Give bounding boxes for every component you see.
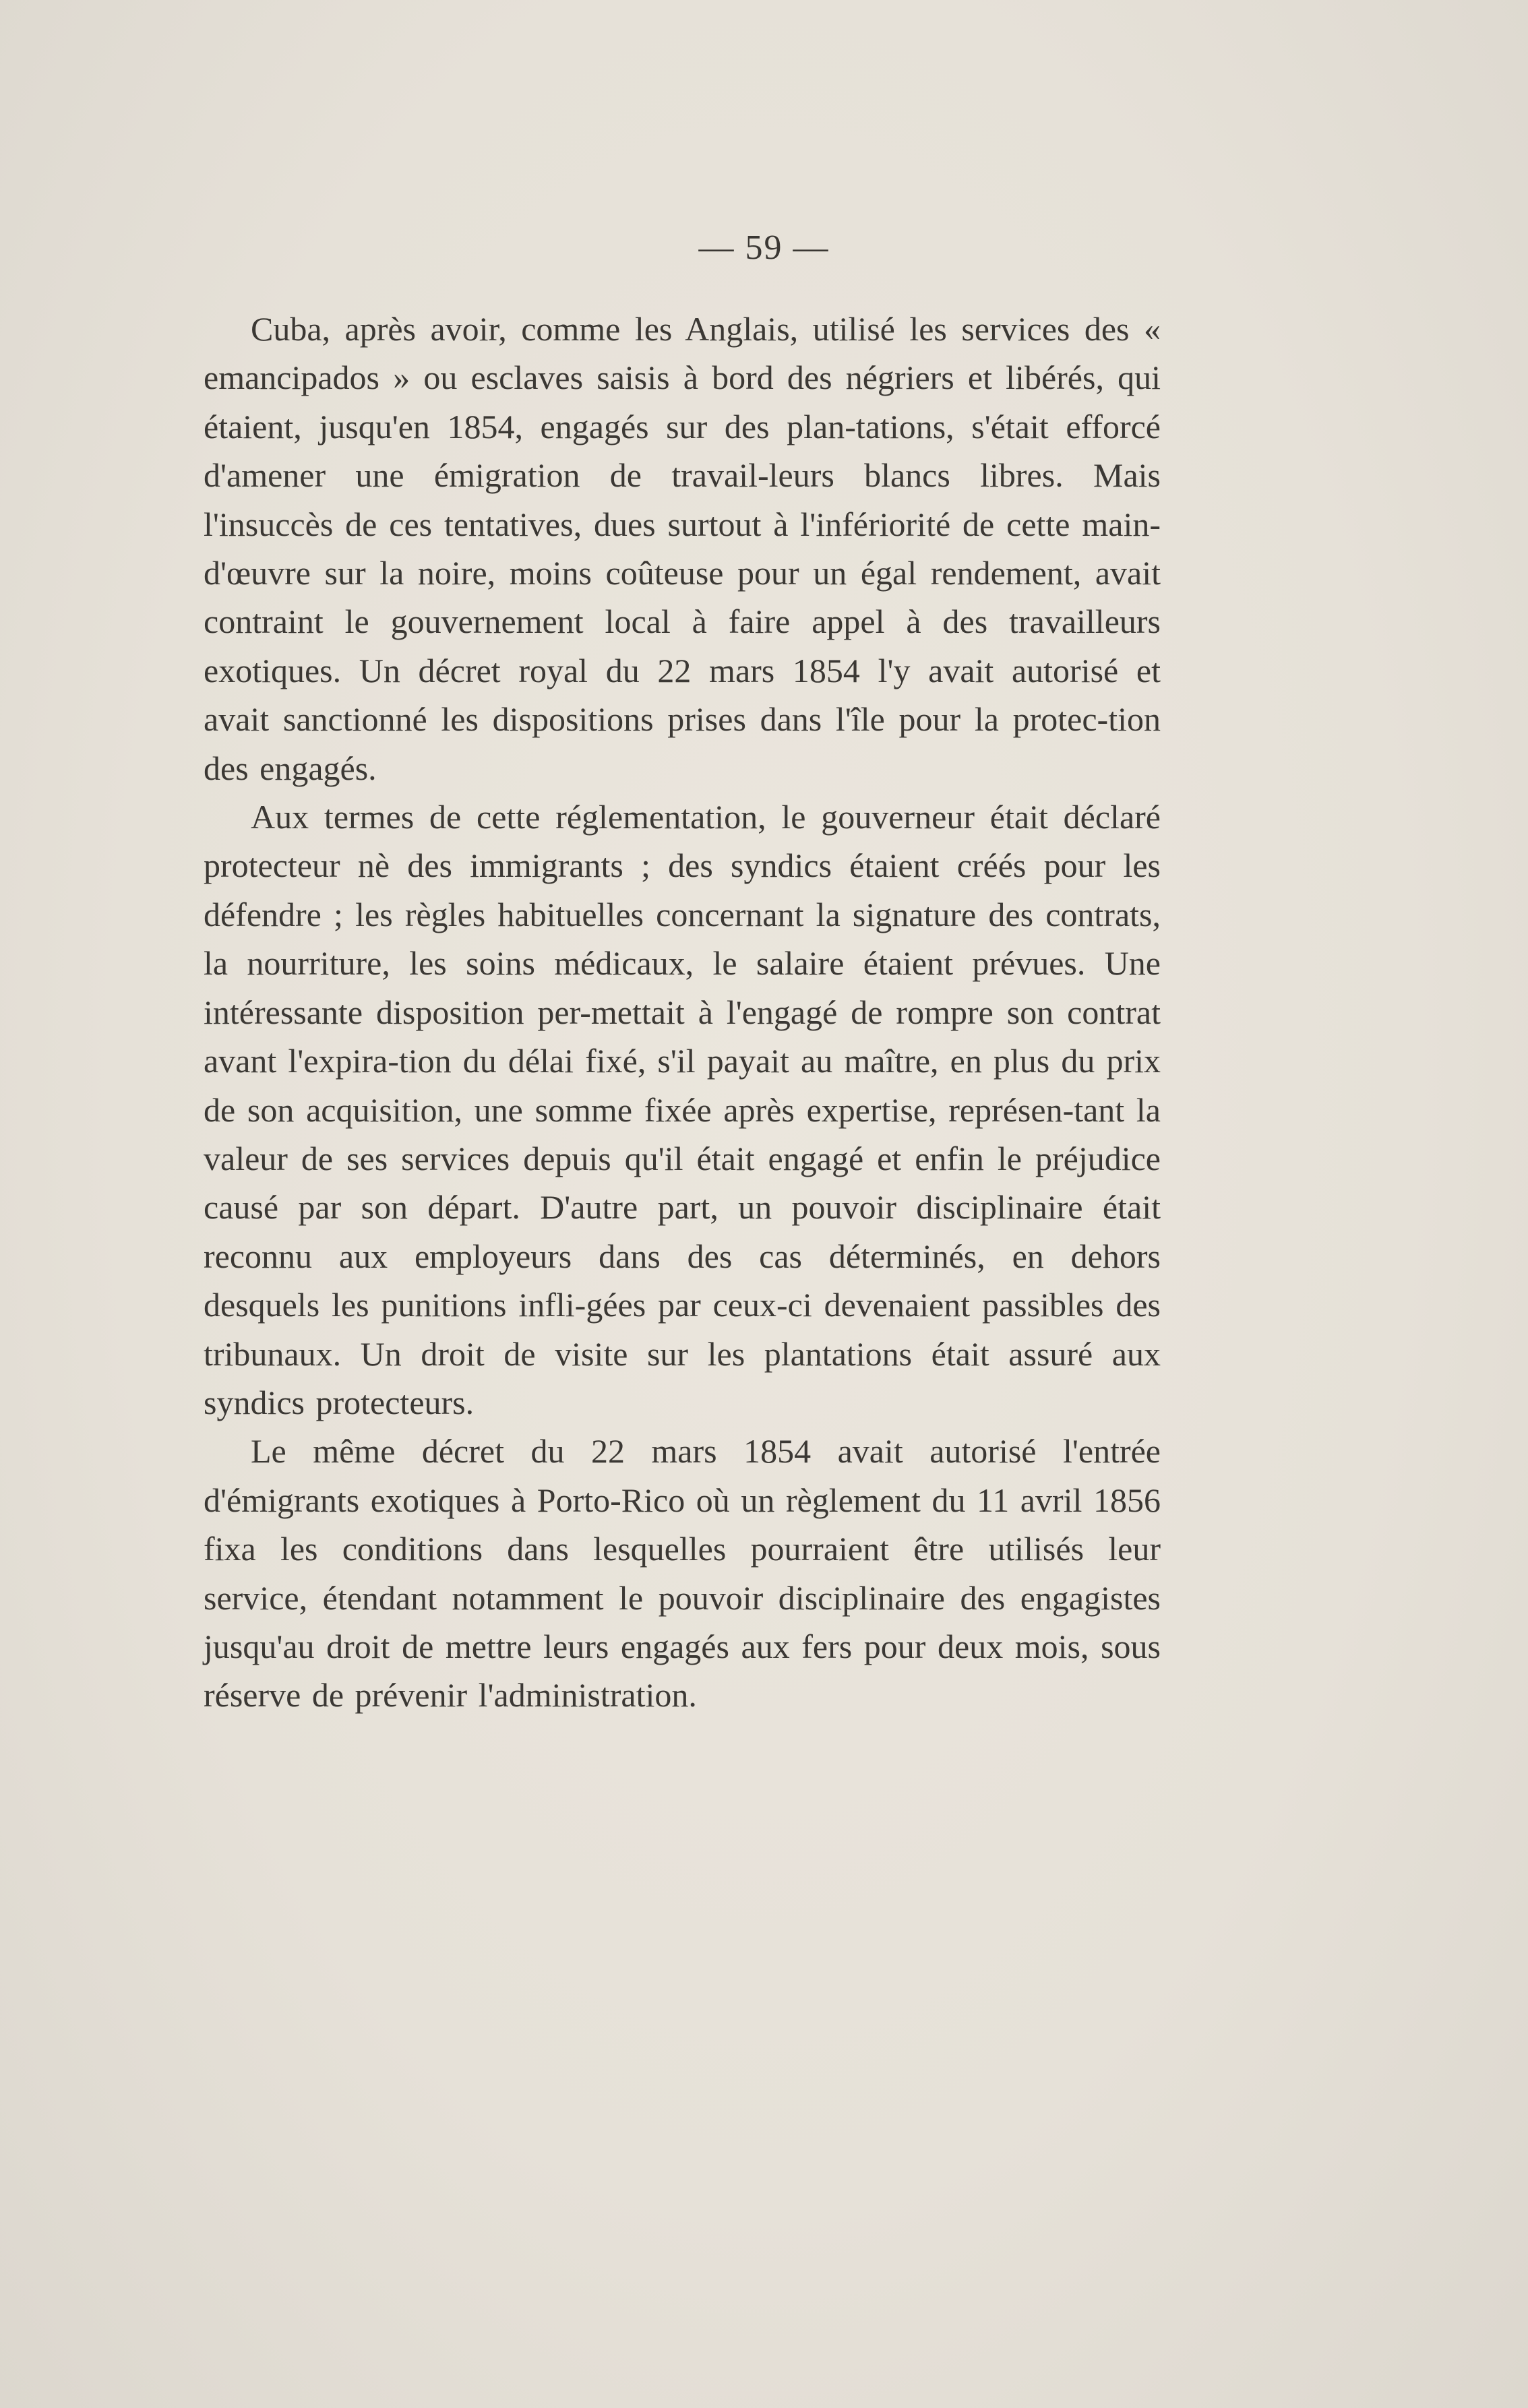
page-number: — 59 — [698, 228, 830, 267]
paragraph-1: Cuba, après avoir, comme les Anglais, utilisé les services des « emancipados » ou esclaves saisis à bord des négriers et libérés, qui étaient, jusqu'en 1854, engagés sur des plan-tations, s'était efforcé d'amener une émigration de travail-leurs blancs libres. Mais l'insuccès de ces tentatives, dues surtout à l'infériorité de cette main-d'œuvre sur la noire, moins coûteuse pour un égal rendement, avait contraint le gouvernement local à faire appel à des travailleurs exotiques. Un décret royal du 22 mars 1854 l'y avait autorisé et avait sanctionné les dispositions prises dans l'île pour la protec-tion des engagés. [204, 310, 1161, 787]
paragraph-3: Le même décret du 22 mars 1854 avait autorisé l'entrée d'émigrants exotiques à Porto-Rico où un règlement du 11 avril 1856 fixa les conditions dans lesquelles pourraient être utilisés leur service, étendant notamment le pouvoir disciplinaire des engagistes jusqu'au droit de mettre leurs engagés aux fers pour deux mois, sous réserve de prévenir l'administration. [204, 1432, 1161, 1715]
paragraph-2: Aux termes de cette réglementation, le gouverneur était déclaré protecteur nè des immigrants ; des syndics étaient créés pour les défendre ; les règles habituelles concernant la signature des contrats, la nourriture, les soins médicaux, le salaire étaient prévues. Une intéressante disposition per-mettait à l'engagé de rompre son contrat avant l'expira-tion du délai fixé, s'il payait au maître, en plus du prix de son acquisition, une somme fixée après expertise, représen-tant la valeur de ses services depuis qu'il était engagé et enfin le préjudice causé par son départ. D'autre part, un pouvoir disciplinaire était reconnu aux employeurs dans des cas déterminés, en dehors desquels les punitions infli-gées par ceux-ci devenaient passibles des tribunaux. Un droit de visite sur les plantations était assuré aux syndics protecteurs. [204, 798, 1161, 1421]
body-text [204, 305, 1161, 1720]
